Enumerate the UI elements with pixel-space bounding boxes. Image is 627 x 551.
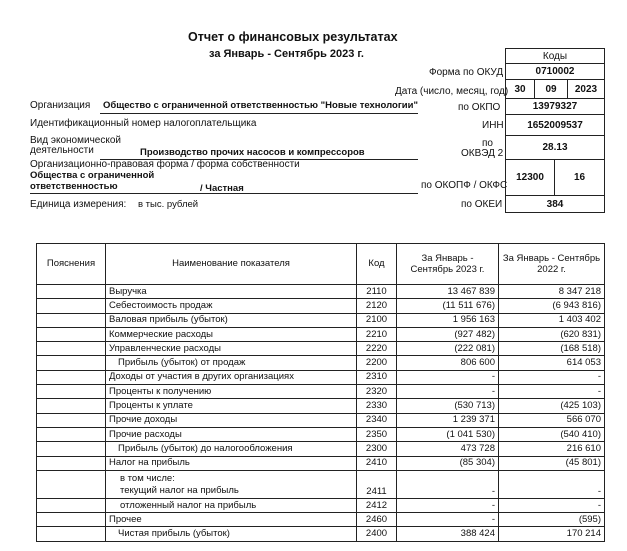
- okpo-value: 13979327: [505, 98, 605, 115]
- table-cell: 2320: [357, 385, 397, 399]
- inn-label: ИНН: [482, 120, 504, 131]
- date-label: Дата (число, месяц, год): [395, 86, 509, 97]
- legal-form-value-2: ответственностью: [30, 181, 118, 192]
- table-row: [37, 299, 605, 313]
- table-row: [37, 427, 605, 441]
- table-cell: 2200: [357, 356, 397, 370]
- table-row: [37, 442, 605, 456]
- okved-value: 28.13: [505, 135, 605, 160]
- table-row: [37, 470, 605, 498]
- table-cell: (6 943 816): [499, 299, 605, 313]
- table-row: [37, 527, 605, 541]
- table-cell: 216 610: [499, 442, 605, 456]
- table-cell: (11 511 676): [397, 299, 499, 313]
- table-cell: [37, 456, 106, 470]
- table-cell: 806 600: [397, 356, 499, 370]
- table-cell: (540 410): [499, 427, 605, 441]
- table-cell: (425 103): [499, 399, 605, 413]
- table-cell: [37, 527, 106, 541]
- table-cell: 2411: [357, 470, 397, 498]
- table-cell: [106, 470, 357, 498]
- inn-left-label: Идентификационный номер налогоплательщика: [30, 118, 257, 129]
- row-label: текущий налог на прибыль: [120, 484, 239, 496]
- okopf-label: по ОКОПФ / ОКФС: [421, 180, 508, 191]
- table-cell: Проценты к получению: [106, 385, 357, 399]
- table-cell: (530 713): [397, 399, 499, 413]
- table-cell: 2220: [357, 342, 397, 356]
- table-row: [37, 399, 605, 413]
- table-cell: Прочие расходы: [106, 427, 357, 441]
- table-cell: 2460: [357, 513, 397, 527]
- table-cell: 2410: [357, 456, 397, 470]
- table-cell: 2412: [357, 498, 397, 512]
- table-cell: [37, 413, 106, 427]
- org-label: Организация: [30, 100, 91, 111]
- table-cell: (222 081): [397, 342, 499, 356]
- table-cell: [37, 385, 106, 399]
- table-cell: [37, 498, 106, 512]
- table-cell: (595): [499, 513, 605, 527]
- table-cell: 2300: [357, 442, 397, 456]
- table-cell: 388 424: [397, 527, 499, 541]
- row-subheading: в том числе:: [120, 472, 175, 484]
- table-cell: Управленческие расходы: [106, 342, 357, 356]
- org-value: Общество с ограниченной ответственностью "Новые технологии": [103, 100, 418, 111]
- col-name: Наименование показателя: [106, 244, 357, 285]
- codes-header: Коды: [505, 48, 605, 64]
- unit-label: Единица измерения:: [30, 199, 127, 210]
- date-month: 09: [534, 79, 568, 99]
- table-row: [37, 513, 605, 527]
- table-cell: [37, 370, 106, 384]
- table-cell: Проценты к уплате: [106, 399, 357, 413]
- table-cell: 1 956 163: [397, 313, 499, 327]
- table-row: [37, 370, 605, 384]
- table-cell: Себестоимость продаж: [106, 299, 357, 313]
- okopf-value: 12300: [505, 159, 555, 196]
- table-cell: -: [499, 370, 605, 384]
- date-year: 2023: [567, 79, 605, 99]
- table-cell: Прибыль (убыток) до налогообложения: [106, 442, 357, 456]
- table-cell: [37, 470, 106, 498]
- table-cell: [37, 442, 106, 456]
- table-cell: Доходы от участия в других организациях: [106, 370, 357, 384]
- table-cell: -: [397, 385, 499, 399]
- table-cell: 2400: [357, 527, 397, 541]
- table-cell: 1 403 402: [499, 313, 605, 327]
- table-cell: 473 728: [397, 442, 499, 456]
- activity-label-2: деятельности: [30, 145, 94, 156]
- okud-value: 0710002: [505, 63, 605, 80]
- table-cell: [37, 356, 106, 370]
- table-cell: 170 214: [499, 527, 605, 541]
- report-period: за Январь - Сентябрь 2023 г.: [209, 48, 364, 60]
- report-title: Отчет о финансовых результатах: [188, 30, 398, 44]
- table-cell: отложенный налог на прибыль: [106, 498, 357, 512]
- table-cell: (620 831): [499, 327, 605, 341]
- table-cell: Валовая прибыль (убыток): [106, 313, 357, 327]
- table-cell: (1 041 530): [397, 427, 499, 441]
- okud-label: Форма по ОКУД: [429, 67, 504, 78]
- col-previous: За Январь - Сентябрь 2022 г.: [499, 244, 605, 285]
- legal-form-label: Организационно-правовая форма / форма собственности: [30, 159, 300, 170]
- activity-label-1: Вид экономической: [30, 135, 121, 146]
- table-cell: Прочее: [106, 513, 357, 527]
- table-row: [37, 313, 605, 327]
- table-cell: [37, 327, 106, 341]
- table-cell: -: [499, 385, 605, 399]
- table-row: [37, 327, 605, 341]
- table-cell: 13 467 839: [397, 285, 499, 299]
- table-cell: 2110: [357, 285, 397, 299]
- table-row: [37, 385, 605, 399]
- table-cell: 2330: [357, 399, 397, 413]
- table-cell: Коммерческие расходы: [106, 327, 357, 341]
- table-cell: 2310: [357, 370, 397, 384]
- financial-results-table: [36, 243, 605, 542]
- legal-form-value-1: Общества с ограниченной: [30, 170, 155, 181]
- table-row: [37, 285, 605, 299]
- col-notes: Пояснения: [37, 244, 106, 285]
- table-cell: 2350: [357, 427, 397, 441]
- table-row: [37, 342, 605, 356]
- table-cell: 2340: [357, 413, 397, 427]
- table-cell: 1 239 371: [397, 413, 499, 427]
- table-cell: 614 053: [499, 356, 605, 370]
- table-cell: [37, 313, 106, 327]
- table-cell: -: [397, 470, 499, 498]
- okpo-label: по ОКПО: [458, 102, 501, 113]
- table-cell: [37, 513, 106, 527]
- table-cell: (45 801): [499, 456, 605, 470]
- col-current: За Январь - Сентябрь 2023 г.: [397, 244, 499, 285]
- table-cell: 2210: [357, 327, 397, 341]
- table-cell: (85 304): [397, 456, 499, 470]
- unit-value: в тыс. рублей: [138, 199, 199, 210]
- table-cell: [37, 342, 106, 356]
- date-day: 30: [505, 79, 535, 99]
- table-cell: -: [499, 498, 605, 512]
- table-cell: 2120: [357, 299, 397, 313]
- table-cell: -: [397, 498, 499, 512]
- okei-label: по ОКЕИ: [461, 199, 503, 210]
- table-row: [37, 413, 605, 427]
- table-cell: -: [397, 513, 499, 527]
- table-cell: 566 070: [499, 413, 605, 427]
- table-cell: [37, 285, 106, 299]
- table-cell: Налог на прибыль: [106, 456, 357, 470]
- table-cell: (168 518): [499, 342, 605, 356]
- activity-value: Производство прочих насосов и компрессоров: [140, 147, 365, 158]
- table-cell: Прибыль (убыток) от продаж: [106, 356, 357, 370]
- table-cell: [37, 399, 106, 413]
- col-code: Код: [357, 244, 397, 285]
- okfs-value: 16: [554, 159, 605, 196]
- table-cell: (927 482): [397, 327, 499, 341]
- table-cell: Чистая прибыль (убыток): [106, 527, 357, 541]
- okei-value: 384: [505, 195, 605, 213]
- inn-value: 1652009537: [505, 114, 605, 136]
- table-cell: [37, 427, 106, 441]
- okved-label-2: ОКВЭД 2: [461, 148, 504, 159]
- table-cell: 2100: [357, 313, 397, 327]
- table-cell: -: [499, 470, 605, 498]
- table-row: [37, 498, 605, 512]
- table-cell: 8 347 218: [499, 285, 605, 299]
- table-cell: [37, 299, 106, 313]
- table-cell: Выручка: [106, 285, 357, 299]
- table-cell: -: [397, 370, 499, 384]
- table-cell: Прочие доходы: [106, 413, 357, 427]
- ownership-value: / Частная: [200, 183, 244, 194]
- table-row: [37, 356, 605, 370]
- okved-label-1: по: [482, 138, 493, 149]
- table-row: [37, 456, 605, 470]
